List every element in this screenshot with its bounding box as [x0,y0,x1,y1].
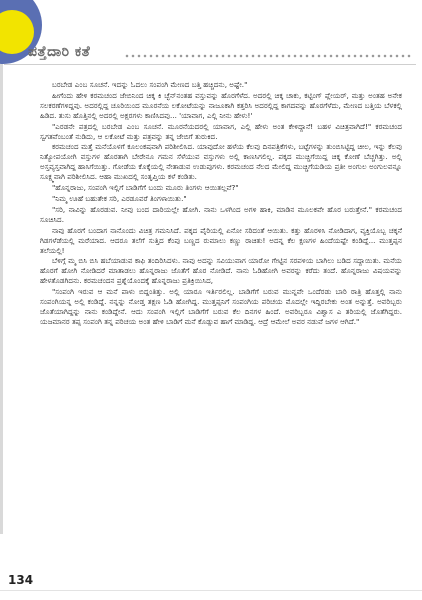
paragraph: "ಸರಿ, ನಾವಿನ್ನು ಹೊರಡುವ. ನೀವು ಬಂದ ದಾರಿಯಲ್ಲೇ ಹೋಗಿ. ನಾನು ಒಳಗಿಂದ ಅಗಳಿ ಹಾಕಿ, ಮಾಡಿನ ಮೂಲಕವೇ ಹೊರ ಬರುತ್ತೇನೆ." ಕರಮಚಂದ ಸೂಚಿಸಿದ. [40,204,402,224]
section-title: ಪತ್ತೆದಾರಿ ಕತೆ [28,44,91,60]
left-margin-bar [0,64,3,534]
paragraph: "ಸಂಪಂಗಿ ಇರುವ ಆ ಮನೆ ಪಾಳು ಬಿದ್ದಂತಿತ್ತು. ಅಲ್ಲಿ ಯಾರೂ ಇರ್ತಿರಲಿಲ್ಲ. ಬಾಡಿಗೆಗೆ ಬರುವ ಮುನ್ನವೇ ಒಂದೆರಡು ಬಾರಿ ರಾತ್ರಿ ಹೊತ್ತಲ್ಲಿ ನಾನು ಸಂಪಂಗಿಯನ್ನ ಅಲ್ಲಿ ಕಂಡಿದ್ದೆ. ನನ್ನನ್ನು ನೋಡ್ತ ತಕ್ಷಣ ಓಡಿ ಹೋಗಿದ್ದ. ಮುತ್ತಪ್ಪನಿಗೆ ಸಂಪಂಗಿಯ ಪರಿಚಯ ಮೊದಲ್ಲೇ ಇದ್ದಿರಬೇಕು ಅಂತ ಅನ್ನುತ್ತೆ. ಅವರಿಬ್ಬರು ಜೊತೆಯಾಗಿದ್ದನ್ನು ನಾನು ಕಂಡಿದ್ದೇನೆ. ಆದು ಸಂಪಂಗಿ ಇಲ್ಲಿಗೆ ಬಾಡಿಗೆಗೆ ಬರುವ ಕೆಲ ದಿನಗಳ ಹಿಂದೆ. ಅವರಿಬ್ಬರೂ ವಿಶ್ವಾಸ ಎ ತರಿಯಲ್ಲಿ ಜೊತೆಗಿದ್ದರು. ಯಜಮಾನರ ತಪ್ಪ ಸಂಪಂಗಿ ತನ್ನ ಪರಿಚಯ ಅಂತ ಹೇಳಿ ಬಾಡಿಗೆ ಮನೆ ಕೊಡ್ಸುವ ಹಾಗೆ ಮಾಡಿದ್ದ. ಆದ್ರೆ ಆಮೇಲೆ ಅವರ ನಡುವೆ ಜಗಳ ಆಗಿದೆ." [40,287,402,326]
header-divider [4,64,416,65]
paragraph: "ನಿಮ್ಮ ಊಹೆ ಬಹುತೇಕ ಸರಿ, ಎರಡೂವರೆ ತಿಂಗಳಾಯಿತು." [52,193,187,203]
page-header [28,44,412,66]
story-body [40,80,402,578]
page-number: 134 [8,573,34,587]
dotted-rule [124,54,412,58]
paragraph: ಬರಬೇಡ ಎಂಬ ಸೂಚನೆ. ಇದನ್ನು ಓದಲು ಸಂಪಂಗಿ ಮೇಣದ ಬತ್ತಿ ಹಚ್ಚಿದನು, ಅಷ್ಟೇ." [52,80,248,89]
paragraph: ಬೆಳಿಗ್ಗೆ ಮ್ಮ ಬಿಸಿ ಬಿಸಿ ಹಬೆಯಾಡುವ ಕಾಫಿ ತಂದಿರಿಸಿದಳು. ನಾವು ಅದನ್ನು ಸವಿಯುವಾಗ ಯಾರೋ ಗೇಟ್ಟಿನ ಸರಪಳಿಯ ಬಾಗಿಲು ಬಡಿದ ಸದ್ದಾಯಿತು. ಮನೆಯ ಹೊರಗೆ ಹೋಗಿ ನೋಡಿದರೆ ಮಾತಾಡಲು ಹೊನ್ನರಾಜು ಜೊತೆಗೆ ಹೊರ ನೋಡಿದೆ. ನಾನು ಓಡಿಹೋಗಿ ಅವರನ್ನು ಕರೆದು ತಂದೆ. ಹೊನ್ನರಾಜು ವಿಷಯವನ್ನು ಹೇಳತೊಡಗಿದನು. ಕರಮಚಂದನ ಪ್ರಶ್ನೆಯೊಂದಕ್ಕೆ ಹೊನ್ನರಾಜು ಪ್ರತಿಕ್ರಿಯಿಸಿದ, [40,256,402,286]
footer-divider [0,590,422,591]
paragraph: ಹೀಗೆಂದು ಹೇಳಿ ಕರಮಚಂದ ಜೇಬಿನಿಂದ ಚಿಕ್ಕ ಕಿ ಚ್ಛೆನ್‌ನಂತಹ ವಸ್ತುವನ್ನು ಹೊರಗೆಳೆದ. ಅದರಲ್ಲಿ ಚಿಕ್ಕ ಚಾಕು, ಕಟ್ಟಿಂಗ್ ಪ್ಲೇಯರ್, ಮತ್ತು ಅಂತಹ ಅನೇಕ ಸಲಕರಣೆಗಳಿದ್ದವು. ಅದರಲ್ಲಿದ್ದ ಚೂರಿಯಿಂದ ಮೂರನೆಯ ಲಕೋಟೆಯನ್ನು ನಾಜೂಕಾಗಿ ಕತ್ತರಿಸಿ ಅದರಲ್ಲಿದ್ದ ಕಾಗದವನ್ನು ಹೊರಗೆಳೆದು, ಮೇಣದ ಬತ್ತಿಯ ಬೆಳಕಲ್ಲಿ ಹಿಡಿದ. ತುಸು ಹೊತ್ತಿನಲ್ಲಿ ಅದರಲ್ಲಿ ಅಕ್ಷರಗಳು ಕಾಣಿಸಿದವು... 'ಯಾವಾಗ, ಎಲ್ಲಿ ನೀನು ಹೇಳು!' [40,90,402,120]
paragraph: ಕರಮಚಂದ ಮತ್ತೆ ಮನೆಯೊಳಗೆ ಕೂಲಂಕಷವಾಗಿ ಪರಿಶೀಲಿಸಿದ. ಯಾವುದೋ ಹಳೆಯ ಕೆಲವು ದಿನಪತ್ರಿಕೆಗಳು, ಬಟ್ಟೆಗಳನ್ನು ತುಂಬಿಸಿಟ್ಟಿದ್ದ ಚೀಲ, ಇನ್ನು ಕೆಲವು ನಿತ್ಯೋಪಯೋಗಿ ವಸ್ತುಗಳ ಹೊರತಾಗಿ ಬೇರೇನೂ ಗಮನ ಸೆಳೆಯುವ ವಸ್ತುಗಳು ಅಲ್ಲಿ ಕಾಣಸಿಗಲಿಲ್ಲ. ಪಕ್ಕದ ಮುಚ್ಚಿಗೆಯಿದ್ದ ಚಿಕ್ಕ ಕೋಣೆ ಬೆಚ್ಚಗಿತ್ತು. ಅಲ್ಲಿ ಅಸ್ತವ್ಯಸ್ತವಾಗಿದ್ದ ಹಾಸಿಗೆಯಿತ್ತು. ಗೋಡೆಯ ಕೊಕ್ಕೆಯಲ್ಲಿ ನೇತಾಡುವ ಉಡುಪುಗಳು. ಕರಮಚಂದ ನೆಲದ ಮೇಲಿದ್ದ ಮುಚ್ಚಿಗೆಯಡಿಯ ಪ್ರತೀ ಅಂಗುಲ ಅಂಗುಲವನ್ನೂ ಸೂಕ್ಷ್ಮವಾಗಿ ಪರಿಶೀಲಿಸಿದ. ಆಹಾ ಮುಖದಲ್ಲಿ ಸಂತೃಪ್ತಿಯ ಕಳೆ ಕಂಡಿತು. [40,142,402,182]
paragraph: "ಹೊನ್ನರಾಜು, ಸಂಪಂಗಿ ಇಲ್ಲಿಗೆ ಬಾಡಿಗೆಗೆ ಬಂದು ಮೂರು ತಿಂಗಳು ಆಯಿತಲ್ಲವೆ?" [52,183,239,193]
paragraph: ನಾವು ಹೊರಗೆ ಬಂದಾಗ ನಾನೊಂದು ವಿಚಿತ್ರ ಗಮನಿಸಿದೆ. ಪಕ್ಕದ ಪೈರಿಯಲ್ಲಿ ಏನೋ ಸರಿದಂತೆ ಆಯಿತು. ಕತ್ತು ಹೊರಳಿಸಿ ನೋಡಿದಾಗ, ವ್ಯಕ್ತಿಯೊಬ್ಬ ಚಕ್ಕನೆ ಗಿಡಗಳೆಡೆಯಲ್ಲಿ ಮರೆಯಾದ. ಆದರೂ ತಲೆಗೆ ಸುತ್ತಿದ ಕೆಂಪು ಬಣ್ಣದ ರುಮಾಲು ಕಣ್ಣು ರಾಚಿತು! ಅದನ್ನ ಕೆಲ ಕ್ಷಣಗಳ ಹಿಂದೆಯಷ್ಟೇ ಕಂಡಿದ್ದೆ... ಮುತ್ತಪ್ಪನ ತಲೆಯಲ್ಲಿ! [40,225,402,255]
paragraph: "ಎರಡನೇ ಪತ್ರದಲ್ಲಿ ಬರಬೇಡ ಎಂಬ ಸೂಚನೆ. ಮೂರನೆಯದರಲ್ಲಿ ಯಾವಾಗ, ಎಲ್ಲಿ ಹೇಳು ಅಂತ ಕೇಳಿದ್ದಾನೆ! ಬಹಳ ವಿಚಿತ್ರವಾಗಿದೆ!" ಕರಮಚಂದ ಸ್ವಗತವೆಂಬಂತೆ ನುಡಿದು, ಆ ಲಕೋಟೆ ಮತ್ತು ಪತ್ರವನ್ನು ತನ್ನ ಜೇಬಿಗೆ ತುರುಕಿದ. [40,121,402,141]
